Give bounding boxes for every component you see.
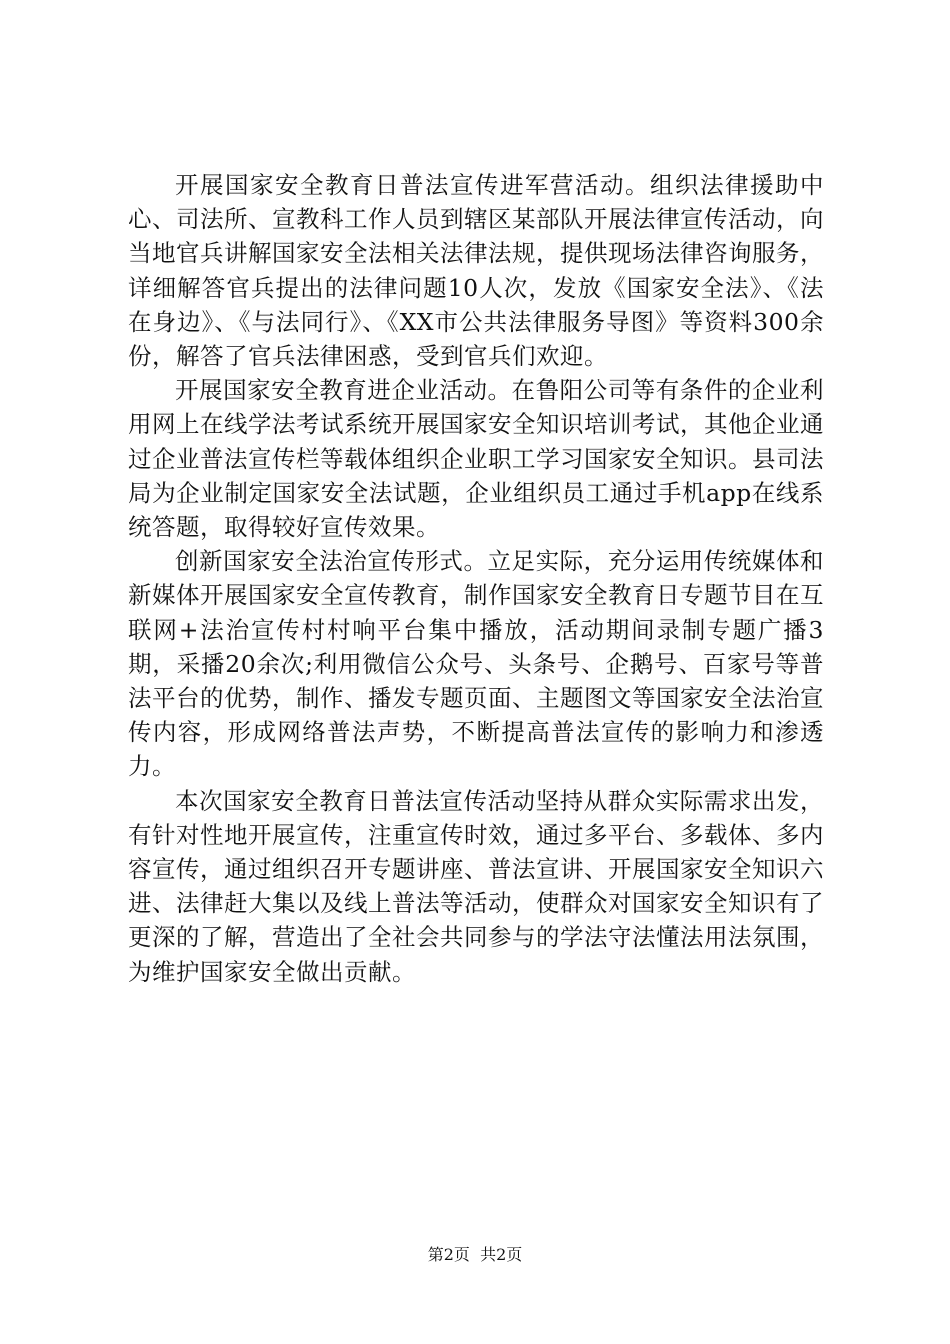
paragraph-media-innovation: 创新国家安全法治宣传形式。立足实际，充分运用传统媒体和新媒体开展国家安全宣传教育，制作国家安全教育日专题节目在互联网+法治宣传村村响平台集中播放，活动期间录制专题广播3期，采播20余次;利用微信公众号、头条号、企鹅号、百家号等普法平台的优势，制作、播发专题页面、主题图文等国家安全法治宣传内容，形成网络普法声势，不断提高普法宣传的影响力和渗透力。 <box>128 547 824 781</box>
paragraph-summary: 本次国家安全教育日普法宣传活动坚持从群众实际需求出发，有针对性地开展宣传，注重宣传时效，通过多平台、多载体、多内容宣传，通过组织召开专题讲座、普法宣讲、开展国家安全知识六进、法律赶大集以及线上普法等活动，使群众对国家安全知识有了更深的了解，营造出了全社会共同参与的学法守法懂法用法氛围，为维护国家安全做出贡献。 <box>128 786 824 986</box>
paragraph-military-outreach: 开展国家安全教育日普法宣传进军营活动。组织法律援助中心、司法所、宣教科工作人员到辖区某部队开展法律宣传活动，向当地官兵讲解国家安全法相关法律法规，提供现场法律咨询服务，详细解答官兵提出的法律问题10人次，发放《国家安全法》、《法在身边》、《与法同行》、《XX市公共法律服务导图》等资料300余份，解答了官兵法律困惑，受到官兵们欢迎。 <box>128 171 824 371</box>
document-body <box>128 168 824 989</box>
paragraph-enterprise-outreach: 开展国家安全教育进企业活动。在鲁阳公司等有条件的企业利用网上在线学法考试系统开展国家安全知识培训考试，其他企业通过企业普法宣传栏等载体组织企业职工学习国家安全知识。县司法局为企业制定国家安全法试题，企业组织员工通过手机app在线系统答题，取得较好宣传效果。 <box>128 376 824 542</box>
page-number-footer: 第2页 共2页 <box>427 1245 523 1264</box>
